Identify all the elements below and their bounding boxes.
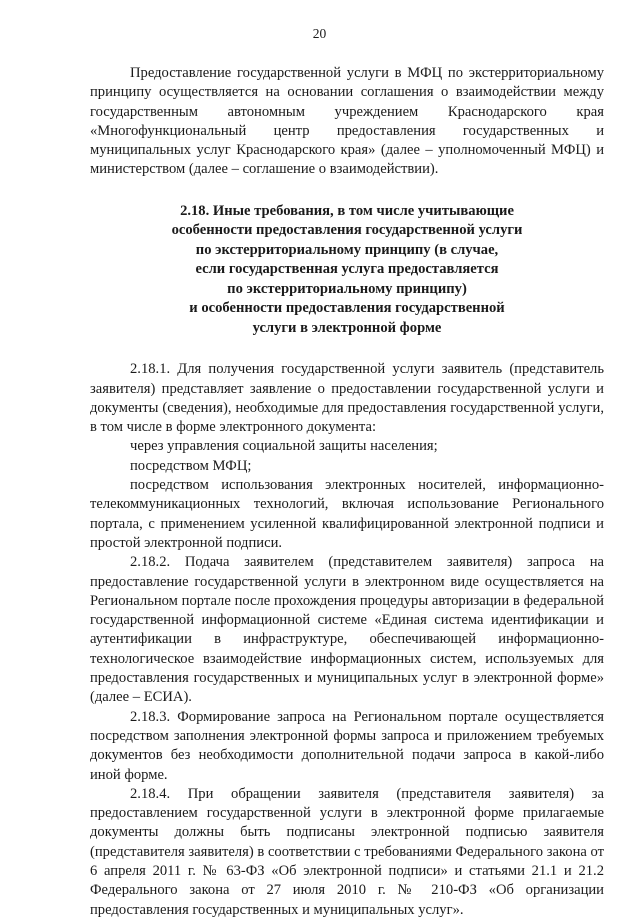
heading-line: если государственная услуга предоставляется (195, 261, 499, 278)
heading-line: по экстерриториальному принципу (в случае, (195, 241, 499, 258)
paragraph-2-18-3: 2.18.3. Формирование запроса на Региональном портале осуществляется посредством заполнения электронной формы запроса и приложением требуемых документов без необходимости дополнительной подачи запроса в какой-либо иной форме. (90, 708, 604, 783)
heading-line: и особенности предоставления государственной (189, 300, 505, 317)
heading-line: 2.18. Иные требования, в том числе учитывающие (180, 202, 514, 219)
list-item: посредством МФЦ; (130, 457, 252, 474)
paragraph-2-18-2: 2.18.2. Подача заявителем (представителем заявителя) запроса на предоставление государственной услуги в электронном виде осуществляется на Региональном портале после прохождения процедуры авторизации в федеральной государственной информационной системе «Единая система идентификации и аутентификации в инфраструктуре, обеспечивающей информационно-технологическое взаимодействие информационных систем, используемых для предоставления государственных и муниципальных услуг в электронной форме» (далее – ЕСИА). (90, 554, 604, 706)
heading-line: услуги в электронной форме (252, 319, 442, 336)
page-number: 20 (312, 26, 327, 41)
section-heading (90, 202, 604, 339)
list-item: посредством использования электронных носителей, информационно-телекоммуникационных технологий, включая использование Регионального портала, с применением усиленной квалифицированной электронной подписи и простой электронной подписи. (90, 477, 604, 551)
heading-line: особенности предоставления государственной услуги (171, 222, 523, 239)
intro-paragraph: Предоставление государственной услуги в МФЦ по экстерриториальному принципу осуществляется на основании соглашения о взаимодействии между государственным автономным учреждением Краснодарского края «Многофункциональный центр предоставления государственных и муниципальных услуг Краснодарского края» (далее – уполномоченный МФЦ) и министерством (далее – соглашение о взаимодействии). (90, 65, 604, 178)
heading-line: по экстерриториальному принципу) (227, 280, 467, 297)
paragraph-2-18-1: 2.18.1. Для получения государственной услуги заявитель (представитель заявителя) представляет заявление о предоставлении государственной услуги и документы (сведения), необходимые для предоставления государственной услуги, в том числе в форме электронного документа: (90, 361, 604, 436)
paragraph-2-18-4: 2.18.4. При обращении заявителя (представителя заявителя) за предоставлением государственной услуги в электронной форме прилагаемые документы должны быть подписаны электронной подписью заявителя (представителя заявителя) в соответствии с требованиями Федерального закона от 6 апреля 2011 г. № 63-ФЗ «Об электронной подписи» и статьями 21.1 и 21.2 Федерального закона от 27 июля 2010 г. № 210-ФЗ «Об организации предоставления государственных и муниципальных услуг». (90, 785, 604, 918)
list-item: через управления социальной защиты населения; (130, 438, 438, 455)
document-body (90, 64, 604, 920)
